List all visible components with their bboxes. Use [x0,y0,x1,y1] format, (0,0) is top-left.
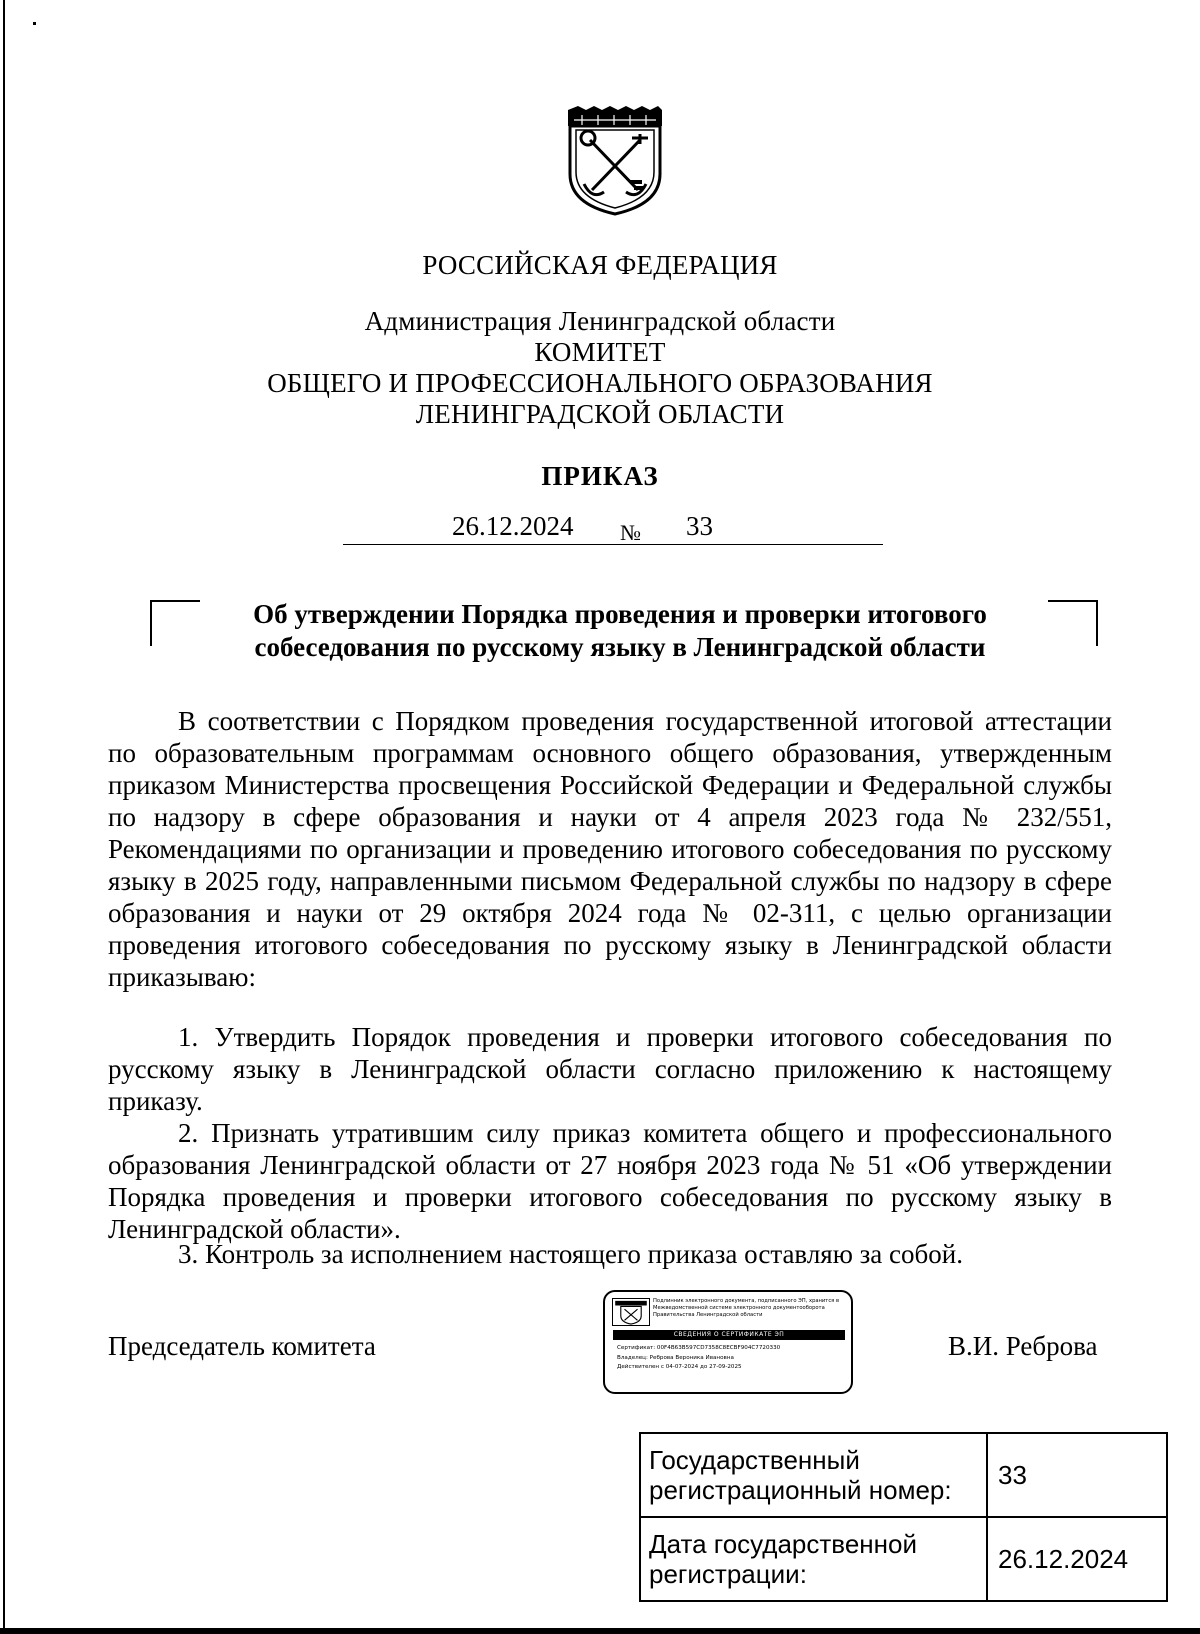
scan-mark [33,22,36,25]
stamp-owner: Владелец: Реброва Вероника Ивановна [617,1354,734,1361]
administration-name: Администрация Ленинградской области [364,306,836,336]
order-subject [200,598,1040,664]
order-item-2-text: 2. Признать утратившим силу приказ комитета общего и профессионального образования Ленинградской области от 27 ноября 2023 года № 51 «Об утверждении Порядка проведения и проверки итогового собеседования по русскому языку в Ленинградской области». [108,1118,1112,1244]
registration-date-row [640,1517,1167,1601]
order-subject-line2: собеседования по русскому языку в Ленинградской области [254,632,986,662]
order-date: 26.12.2024 [452,511,574,541]
coat-of-arms-icon [560,104,670,216]
stamp-certificate-info [617,1344,780,1373]
stamp-certificate-id: Сертификат: 00F4B63B597CD7358C8ECBF904C7720330 [617,1345,781,1351]
subject-bracket-right [1048,600,1098,646]
stamp-certificate-heading: СВЕДЕНИЯ О СЕРТИФИКАТЕ ЭП [613,1330,845,1340]
order-number: 33 [686,511,713,541]
document-type-title: ПРИКАЗ [541,461,659,491]
committee-title-line2: ОБЩЕГО И ПРОФЕССИОНАЛЬНОГО ОБРАЗОВАНИЯ [267,368,933,398]
committee-title-line1: КОМИТЕТ [534,337,666,367]
order-item-1 [108,1021,1112,1117]
order-item-1-text: 1. Утвердить Порядок проведения и проверки итогового собеседования по русскому языку в Ленинградской области согласно приложению к настоящему приказу. [108,1022,1112,1116]
page-edge-left [3,0,5,1634]
registration-date-value: 26.12.2024 [987,1517,1167,1601]
page-edge-bottom [0,1628,1200,1634]
electronic-signature-stamp [603,1290,853,1394]
date-number-underline [343,544,883,545]
preamble-paragraph [108,705,1112,993]
preamble-first-word: В [178,706,197,736]
order-item-3 [108,1238,1112,1270]
order-item-2 [108,1117,1112,1245]
registration-table [639,1432,1168,1602]
registration-number-label: Государственный регистрационный номер: [640,1433,987,1517]
registration-date-label: Дата государственной регистрации: [640,1517,987,1601]
preamble-text: соответствии с Порядком проведения государственной итоговой аттестации по образовательным программам основного общего образования, утвержденным приказом Министерства просвещения Российской Федерации и Федеральной службы по надзору в сфере образования и науки от 4 апреля 2023 года № 232/551, Рекомендациями по организации и проведению итогового собеседования по русскому языку в 2025 году, направленными письмом Федеральной службы по надзору в сфере образования и науки от 29 октября 2024 года № 02-311, с целью организации проведения итогового собеседования по русскому языку в Ленинградской области приказываю: [108,706,1112,992]
order-item-3-text: 3. Контроль за исполнением настоящего приказа оставляю за собой. [178,1239,963,1269]
stamp-header-text: Подлинник электронного документа, подписанного ЭП, хранится в Межведомственной системе электронного документооборота Правительства Ленинградской области [653,1298,840,1318]
subject-bracket-left [150,600,200,646]
stamp-validity: Действителен с 04-07-2024 до 27-09-2025 [617,1364,742,1370]
country-name: РОССИЙСКАЯ ФЕДЕРАЦИЯ [422,250,778,280]
registration-number-row [640,1433,1167,1517]
number-sign: № [620,520,641,545]
signer-position: Председатель комитета [108,1331,376,1361]
registration-number-value: 33 [987,1433,1167,1517]
stamp-coat-of-arms-icon [612,1298,650,1326]
committee-title-line3: ЛЕНИНГРАДСКОЙ ОБЛАСТИ [415,399,785,429]
signer-name: В.И. Реброва [948,1331,1098,1361]
order-subject-line1: Об утверждении Порядка проведения и проверки итогового [253,599,987,629]
